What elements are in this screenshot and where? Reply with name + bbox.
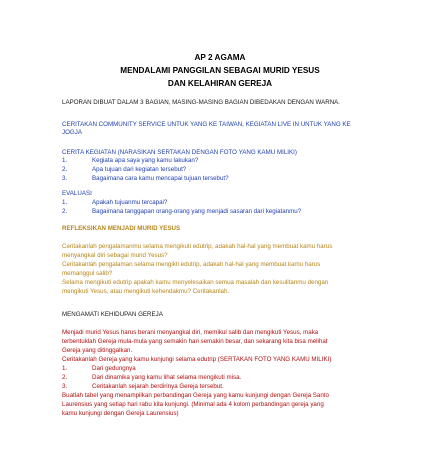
red-item-num-1: 1. — [62, 365, 68, 372]
cerita-item-num-2: 2. — [62, 166, 68, 173]
orange-heading: REFLEKSIKAN MENJADI MURID YESUS — [62, 225, 181, 232]
evaluasi-item-num-2: 2. — [62, 208, 68, 215]
red-closing-line-1: Buatlah tabel yang menampilkan perbandingan Gereja yang kamu kunjungi dengan Gereja Santo — [62, 392, 329, 399]
cerita-heading: CERITA KEGIATAN (NARASIKAN SERTAKAN DENGAN FOTO YANG KAMU MILIKI) — [62, 149, 297, 156]
orange-line-6: mengikuti Yesus, atau mengikuti kehendakmu? Ceritakanlah. — [62, 288, 230, 295]
orange-line-5: Selama mengikuti edutrip apakah kamu menyelesaikan semua masalah dan kesulitanmu dengan — [62, 279, 329, 286]
cerita-item-text-3: Bagaimana cara kamu mencapai tujuan tersebut? — [92, 175, 229, 182]
orange-line-4: memanggul salib? — [62, 270, 113, 277]
doc-title-line-2: MENDALAMI PANGGILAN SEBAGAI MURID YESUS — [120, 66, 320, 75]
evaluasi-item-text-1: Apakah tujuanmu tercapai? — [92, 199, 168, 206]
red-line-4: Ceritakanlah Gereja yang kamu kunjungi selama edutrip (SERTAKAN FOTO YANG KAMU MILIKI) — [62, 356, 332, 363]
evaluasi-item-text-2: Bagaimana tanggapan orang-orang yang menjadi sasaran dari kegiatanmu? — [92, 208, 302, 215]
orange-line-1: Ceritakanlah pengalamanmu selama mengikuti edutrip, adakah hal-hal yang membuat kamu harus — [62, 243, 333, 250]
doc-title-line-3: DAN KELAHIRAN GEREJA — [167, 79, 273, 88]
blue-heading-line-2: JOGJA — [62, 129, 82, 136]
red-item-text-2: Dari dinamika yang kamu lihat selama mengikuti misa. — [92, 374, 242, 381]
red-line-1: Menjadi murid Yesus harus berani menyangkal diri, memikul salib dan mengikuti Yesus, maka — [62, 329, 319, 336]
blue-heading-line-1: CERITAKAN COMMUNITY SERVICE UNTUK YANG KE TAIWAN, KEGIATAN LIVE IN UNTUK YANG KE — [62, 121, 351, 128]
red-heading: MENGAMATI KEHIDUPAN GEREJA — [62, 311, 163, 318]
red-closing-line-2: Laurensius yang setiap hari rabu kita kunjungi. (Minimal ada 4 kolom perbandingan gereja yang — [62, 401, 324, 408]
red-line-3: Gereja yang ditinggalkan. — [62, 347, 133, 354]
red-item-num-3: 3. — [62, 383, 68, 390]
red-item-text-3: Ceritakanlah sejarah berdirinya Gereja tersebut. — [92, 383, 224, 390]
cerita-item-num-1: 1. — [62, 157, 68, 164]
intro-text: LAPORAN DIBUAT DALAM 3 BAGIAN, MASING-MASING BAGIAN DIBEDAKAN DENGAN WARNA. — [62, 99, 341, 106]
cerita-item-text-2: Apa tujuan dari kegiatan tersebut? — [92, 166, 187, 173]
orange-line-3: Ceritakanlah pengalaman selama mengikti edutrip, adakah hal-hal yang membuat kamu harus — [62, 261, 321, 268]
cerita-item-text-1: Kegiata apa saya yang kamu lakukan? — [92, 157, 199, 164]
red-item-num-2: 2. — [62, 374, 68, 381]
evaluasi-item-num-1: 1. — [62, 199, 68, 206]
orange-line-2: menyangkal diri sebagai murid Yesus? — [62, 252, 168, 259]
red-item-text-1: Dari gedungnya — [92, 365, 136, 372]
evaluasi-heading: EVALUASI — [62, 190, 92, 197]
red-closing-line-3: kamu kunjungi dengan Gereja Laurensius) — [62, 410, 179, 417]
red-line-2: terbentuklah Gereja mula-mula yang semakin hari semakin besar, dan sekarang kita bisa melihat — [62, 338, 328, 345]
doc-title-line-1: AP 2 AGAMA — [194, 53, 246, 62]
cerita-item-num-3: 3. — [62, 175, 68, 182]
